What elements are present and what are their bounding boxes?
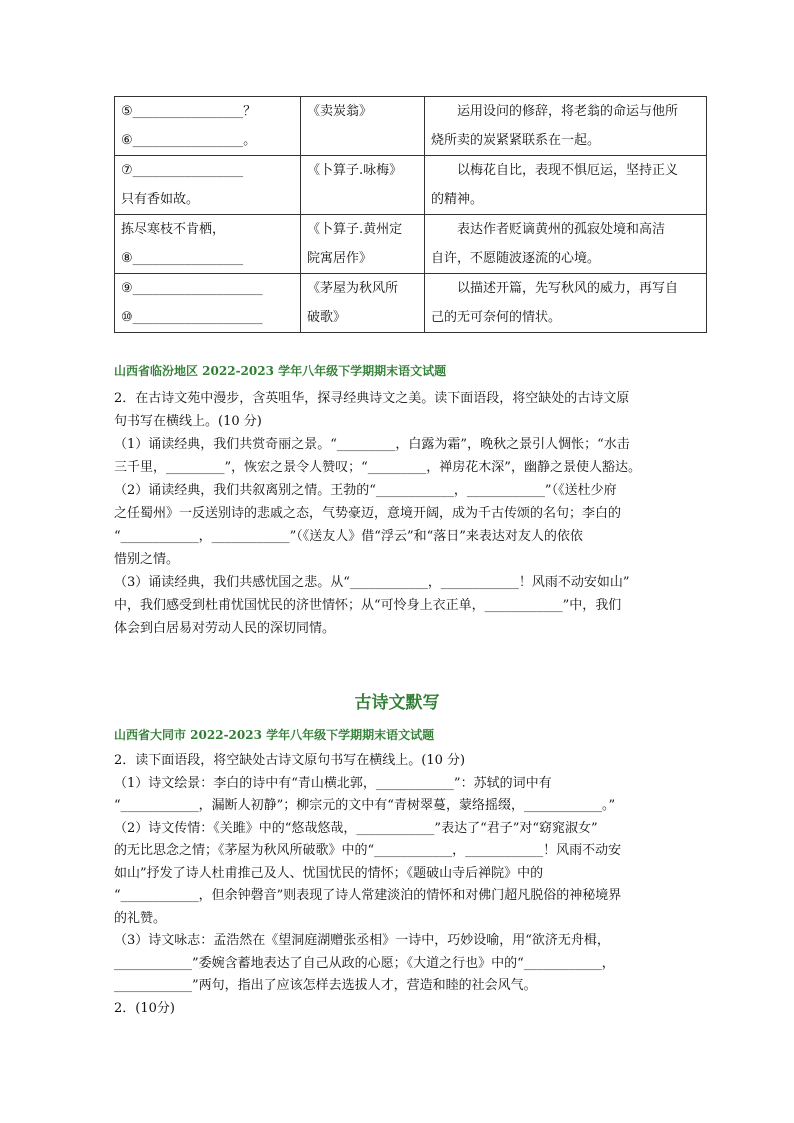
question-line: 句书写在横线上。(10 分) — [114, 414, 262, 429]
section-title: 古诗文默写 — [354, 693, 440, 713]
question-line: （2）诵读经典，我们共叙离别之情。王勃的“____________，____________”（《送杜少府 — [114, 483, 617, 498]
title-cell — [301, 274, 425, 333]
analysis-line: 烧所卖的炭紧紧联系在一起。 — [431, 133, 601, 148]
question-line: ____________”两句，指出了应该怎样去选拔人才，营造和睦的社会风气。 — [114, 978, 537, 993]
blank-line: ⑦_________________ — [121, 163, 244, 178]
source-heading: 山西省临汾地区 2022-2023 学年八年级下学期期末语文试题 — [114, 364, 447, 378]
analysis-line: 以描述开篇，先写秋风的威力，再写自 — [431, 281, 679, 296]
question-line: ____________”委婉含蓄地表达了自己从政的心愿；《大道之行也》中的“____________， — [114, 955, 615, 971]
analysis-cell — [425, 156, 707, 215]
question-line: 的礼赞。 — [114, 910, 167, 926]
question-line: （3）诗文咏志：孟浩然在《望洞庭湖赠张丞相》一诗中，巧妙设喻，用“欲济无舟楫， — [114, 933, 610, 948]
question-line: （1）诗文绘景：李白的诗中有“青山横北郭，____________”：苏轼的词中有 — [114, 775, 552, 791]
table-row — [115, 215, 707, 274]
title-cell — [301, 97, 425, 156]
blank-cell — [115, 156, 301, 215]
question-line: （1）诵读经典，我们共赏奇丽之景。“_________，白露为霜”，晚秋之景引人惆怅；“水击 — [114, 437, 630, 452]
blank-cell — [115, 215, 301, 274]
poem-title: 院寓居作》 — [307, 251, 373, 266]
question-line: “____________，但余钟磬音”则表现了诗人常建淡泊的情怀和对佛门超凡脱俗的神秘境界 — [114, 888, 622, 903]
poem-title: 《卜算子.黄州定 — [307, 222, 403, 237]
analysis-line: 的精神。 — [431, 192, 484, 207]
blank-line: ⑧_________________ — [121, 251, 244, 266]
blank-line: 拣尽寒枝不肯栖， — [121, 222, 226, 237]
analysis-line: 运用设问的修辞，将老翁的命运与他所 — [431, 104, 679, 119]
question-line: 如山”抒发了诗人杜甫推己及人、忧国忧民的情怀；《题破山寺后禅院》中的 — [114, 865, 544, 881]
question-line: 2．读下面语段，将空缺处古诗文原句书写在横线上。(10 分) — [114, 753, 466, 768]
question-line: 之任蜀州》一反送别诗的悲戚之态，气势豪迈，意境开阔，成为千古传颂的名句；李白的 — [114, 506, 622, 521]
analysis-line: 己的无可奈何的情状。 — [431, 310, 562, 325]
poem-title: 《卜算子.咏梅》 — [307, 163, 403, 178]
blank-cell — [115, 274, 301, 333]
title-cell — [301, 156, 425, 215]
analysis-line: 以梅花自比，表现不惧厄运，坚持正义 — [431, 163, 679, 178]
question-line: 三千里，_________”，恢宏之景令人赞叹；“_________，禅房花木深”，幽静之景使人豁达。 — [114, 460, 641, 475]
poem-title: 《茅屋为秋风所 — [307, 281, 399, 296]
poem-title: 破歌》 — [307, 310, 347, 325]
question-line: 惜别之情。 — [114, 552, 180, 567]
analysis-cell — [425, 215, 707, 274]
blank-line: ⑩____________________ — [121, 310, 263, 325]
source-heading: 山西省大同市 2022-2023 学年八年级下学期期末语文试题 — [114, 728, 435, 742]
question-line: 中，我们感受到杜甫忧国忧民的济世情怀；从“可怜身上衣正单，____________”中，我们 — [114, 598, 622, 613]
question-paragraph — [114, 750, 700, 1020]
blank-line: ⑥_________________。 — [121, 133, 257, 148]
title-cell — [301, 215, 425, 274]
blank-line: 只有香如故。 — [121, 192, 200, 207]
blank-line: ⑤_________________？ — [121, 104, 257, 119]
analysis-line: 自许，不愿随波逐流的心境。 — [431, 251, 601, 266]
table-row — [115, 97, 707, 156]
analysis-line: 表达作者贬谪黄州的孤寂处境和高洁 — [431, 222, 666, 237]
question-line: 体会到白居易对劳动人民的深切同情。 — [114, 621, 336, 636]
question-line: （2）诗文传情：《关雎》中的“悠哉悠哉，____________”表达了“君子”对“窈窕淑女” — [114, 820, 598, 836]
poem-title: 《卖炭翁》 — [307, 104, 373, 119]
question-line: 的无比思念之情；《茅屋为秋风所破歌》中的“____________，____________！风雨不动安 — [114, 843, 622, 858]
analysis-cell — [425, 274, 707, 333]
question-line: “____________，____________”（《送友人》借“浮云”和“落日”来表达对友人的依依 — [114, 529, 583, 544]
poem-table — [114, 96, 707, 333]
question-line: （3）诵读经典，我们共感忧国之悲。从“____________，____________！风雨不动安如山” — [114, 575, 630, 590]
question-line: 2．(10分) — [114, 1000, 175, 1016]
question-paragraph — [114, 387, 698, 640]
table-row — [115, 156, 707, 215]
analysis-cell — [425, 97, 707, 156]
question-line: 2．在古诗文苑中漫步，含英咀华，探寻经典诗文之美。读下面语段，将空缺处的古诗文原 — [114, 391, 630, 406]
blank-line: ⑨____________________ — [121, 281, 263, 296]
question-line: “____________，漏断人初静”；柳宗元的文中有“青树翠蔓，蒙络摇缀，____________。” — [114, 798, 616, 813]
blank-cell — [115, 97, 301, 156]
table-row — [115, 274, 707, 333]
